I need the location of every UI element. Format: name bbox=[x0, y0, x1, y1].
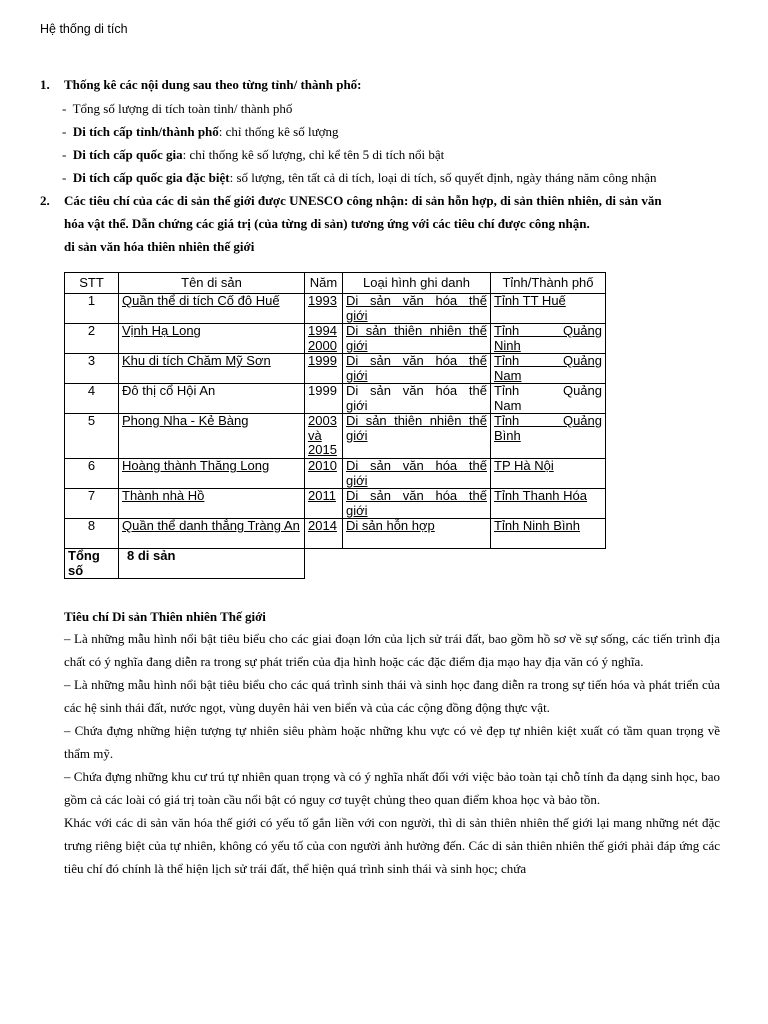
section-1-number: 1. bbox=[40, 77, 50, 92]
table-row bbox=[65, 354, 606, 384]
table-row bbox=[65, 519, 606, 549]
cell-stt: 6 bbox=[65, 459, 119, 489]
total-label: Tổng số bbox=[65, 549, 119, 579]
heritage-table bbox=[64, 272, 606, 579]
column-header: Loại hình ghi danh bbox=[343, 273, 491, 294]
cell-stt: 7 bbox=[65, 489, 119, 519]
cell-type: Di sản văn hóa thế giới bbox=[343, 294, 491, 324]
cell-year: 2010 bbox=[305, 459, 343, 489]
cell-type: Di sản văn hóa thế giới bbox=[343, 489, 491, 519]
cell-year: 1999 bbox=[305, 384, 343, 414]
cell-stt: 5 bbox=[65, 414, 119, 459]
criteria-body bbox=[64, 627, 720, 880]
total-value: 8 di sản bbox=[119, 549, 305, 579]
cell-name: Thành nhà Hồ bbox=[119, 489, 305, 519]
section-2-heading bbox=[40, 193, 662, 209]
paragraph: – Chứa đựng những khu cư trú tự nhiên quan trọng và có ý nghĩa nhất đối với việc bảo toàn tại chỗ tính đa dạng sinh học, bao gồm cả các loài có giá trị toàn cầu nổi bật có nguy cơ tuyệt chủng theo quan điểm khoa học và bảo tồn. bbox=[64, 769, 720, 807]
cell-type: Di sản văn hóa thế giới bbox=[343, 354, 491, 384]
cell-province: Tỉnh Quảng Bình bbox=[491, 414, 606, 459]
paragraph: – Là những mẫu hình nổi bật tiêu biểu cho các giai đoạn lớn của lịch sử trái đất, bao gồm hồ sơ về sự sống, các tiến trình địa chất có ý nghĩa đang diễn ra trong sự phát triển của địa hình hoặc các đặc điểm địa mạo hay địa văn có ý nghĩa. bbox=[64, 631, 720, 669]
page-header: Hệ thống di tích bbox=[40, 22, 128, 36]
cell-province: Tỉnh Thanh Hóa bbox=[491, 489, 606, 519]
cell-stt: 2 bbox=[65, 324, 119, 354]
cell-year: 2011 bbox=[305, 489, 343, 519]
cell-province: Tỉnh Quảng Nam bbox=[491, 354, 606, 384]
cell-type: Di sản văn hóa thế giới bbox=[343, 459, 491, 489]
cell-province: Tỉnh Quảng Ninh bbox=[491, 324, 606, 354]
cell-province: TP Hà Nội bbox=[491, 459, 606, 489]
cell-year: 2003 và 2015 bbox=[305, 414, 343, 459]
cell-stt: 8 bbox=[65, 519, 119, 549]
cell-stt: 1 bbox=[65, 294, 119, 324]
table-row bbox=[65, 489, 606, 519]
cell-name: Quần thể di tích Cố đô Huế bbox=[119, 294, 305, 324]
cell-year: 1999 bbox=[305, 354, 343, 384]
table-total-row bbox=[65, 549, 606, 579]
cell-province: Tỉnh Ninh Bình bbox=[491, 519, 606, 549]
cell-name: Khu di tích Chăm Mỹ Sơn bbox=[119, 354, 305, 384]
criteria-title: Tiêu chí Di sản Thiên nhiên Thế giới bbox=[64, 609, 266, 624]
cell-year: 2014 bbox=[305, 519, 343, 549]
section-1-item: - Di tích cấp quốc gia đặc biệt: số lượng, tên tất cả di tích, loại di tích, số quyết định, ngày tháng năm công nhận bbox=[62, 170, 657, 185]
table-row bbox=[65, 384, 606, 414]
section-2-number: 2. bbox=[40, 193, 50, 208]
cell-type: Di sản văn hóa thế giới bbox=[343, 384, 491, 414]
cell-stt: 3 bbox=[65, 354, 119, 384]
paragraph: Khác với các di sản văn hóa thế giới có yếu tố gắn liền với con người, thì di sản thiên nhiên thế giới lại mang những nét đặc trưng riêng biệt của tự nhiên, không có yếu tố của con người ảnh hưởng đến. Các di sản thiên nhiên thế giới phải đáp ứng các tiêu chí đó chính là thể hiện lịch sử trái đất, thể hiện quá trình sinh thái và sinh học; chứa bbox=[64, 815, 720, 876]
cell-type: Di sản thiên nhiên thế giới bbox=[343, 414, 491, 459]
cell-name: Đô thị cổ Hội An bbox=[119, 384, 305, 414]
table-header-row bbox=[65, 273, 606, 294]
cell-year: 1993 bbox=[305, 294, 343, 324]
paragraph: – Là những mẫu hình nổi bật tiêu biểu cho các quá trình sinh thái và sinh học đang diễn ra trong sự tiến hóa và phát triển của các hệ sinh thái đất, nước ngọt, vùng duyên hải ven biển và của các cộng đồng động thực vật. bbox=[64, 677, 720, 715]
cell-province: Tỉnh Quảng Nam bbox=[491, 384, 606, 414]
cell-province: Tỉnh TT Huế bbox=[491, 294, 606, 324]
cell-type: Di sản thiên nhiên thế giới bbox=[343, 324, 491, 354]
section-1-item: - Di tích cấp tỉnh/thành phố: chỉ thống kê số lượng bbox=[62, 124, 339, 139]
column-header: Tỉnh/Thành phố bbox=[491, 273, 606, 294]
cell-name: Phong Nha - Kẻ Bàng bbox=[119, 414, 305, 459]
section-2-subtitle: di sản văn hóa thiên nhiên thế giới bbox=[64, 239, 255, 254]
section-2-title: Các tiêu chí của các di sản thế giới được UNESCO công nhận: di sản hỗn hợp, di sản thiên nhiên, di sản văn bbox=[64, 193, 662, 208]
section-1-item: - Tổng số lượng di tích toàn tỉnh/ thành phố bbox=[62, 101, 293, 116]
table-row bbox=[65, 324, 606, 354]
cell-stt: 4 bbox=[65, 384, 119, 414]
section-1-heading bbox=[40, 77, 362, 93]
section-2-title-cont: hóa vật thể. Dẫn chứng các giá trị (của từng di sản) tương ứng với các tiêu chí được công nhận. bbox=[64, 216, 590, 231]
column-header: STT bbox=[65, 273, 119, 294]
cell-year: 1994 2000 bbox=[305, 324, 343, 354]
cell-type: Di sản hỗn hợp bbox=[343, 519, 491, 549]
column-header: Năm bbox=[305, 273, 343, 294]
table-row bbox=[65, 294, 606, 324]
cell-name: Quần thể danh thắng Tràng An bbox=[119, 519, 305, 549]
section-1-title: Thống kê các nội dung sau theo từng tỉnh/ thành phố: bbox=[64, 77, 362, 92]
paragraph: – Chứa đựng những hiện tượng tự nhiên siêu phàm hoặc những khu vực có vẻ đẹp tự nhiên kiệt xuất có tầm quan trọng về thẩm mỹ. bbox=[64, 723, 720, 761]
cell-name: Vịnh Hạ Long bbox=[119, 324, 305, 354]
table-row bbox=[65, 459, 606, 489]
column-header: Tên di sản bbox=[119, 273, 305, 294]
cell-name: Hoàng thành Thăng Long bbox=[119, 459, 305, 489]
table-row bbox=[65, 414, 606, 459]
section-1-item: - Di tích cấp quốc gia: chỉ thống kê số lượng, chỉ kể tên 5 di tích nổi bật bbox=[62, 147, 445, 162]
